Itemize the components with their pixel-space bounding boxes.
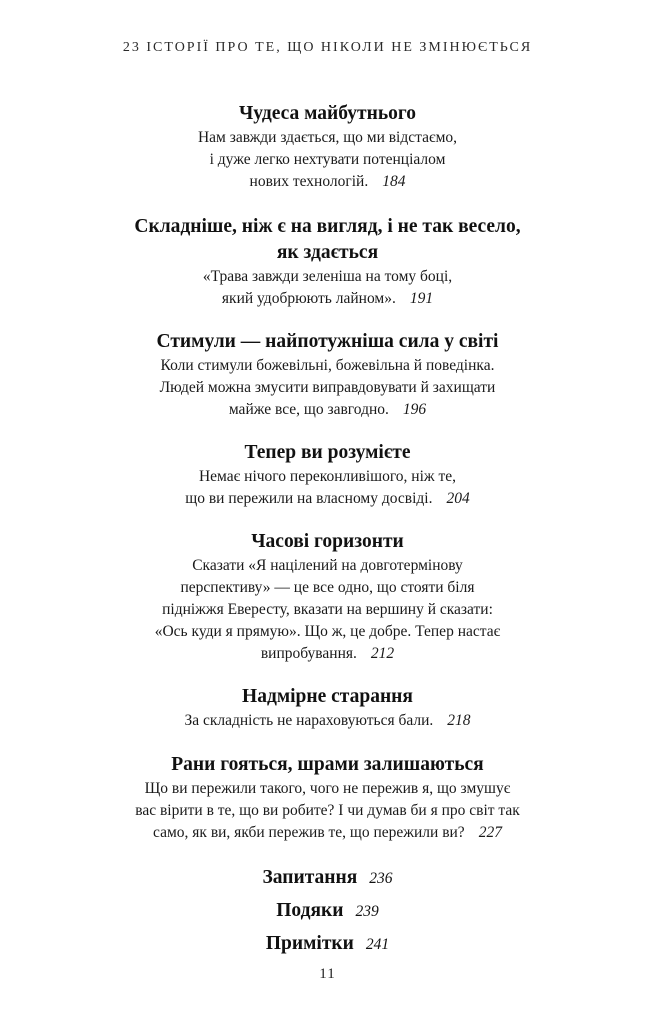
description-line: вас вірити в те, що ви робите? І чи думав би я про світ так [135, 802, 520, 819]
toc-entry-title [108, 101, 548, 127]
description-text: нових технологій. [249, 173, 369, 190]
toc-entry [0, 440, 655, 510]
toc-entry [0, 101, 655, 193]
toc-entry [0, 329, 655, 421]
description-line: «Трава завжди зеленіша на тому боці, [202, 268, 453, 285]
back-matter-entry [0, 928, 655, 961]
description-text: який удобрюють лайном». [221, 290, 396, 307]
description-line: Нам завжди здається, що ми відстаємо, [197, 129, 458, 146]
running-head: 23 ІСТОРІЇ ПРО ТЕ, ЩО НІКОЛИ НЕ ЗМІНЮЄТЬСЯ [122, 40, 533, 55]
page-number: 227 [478, 824, 502, 841]
toc-entry-description [0, 466, 655, 510]
toc-entry-title [0, 329, 655, 355]
toc-entry-description [0, 778, 655, 844]
page-number: 184 [382, 173, 406, 190]
title-line: Надмірне старання [242, 686, 413, 707]
table-of-contents [0, 101, 655, 961]
description-line: Людей можна змусити виправдовувати й захищати [159, 379, 496, 396]
back-matter-entry [0, 895, 655, 928]
toc-entry-description [0, 555, 655, 665]
description-line-last [0, 710, 655, 732]
description-line: підніжжя Евересту, вказати на вершину й сказати: [162, 601, 493, 618]
description-line: Що ви пережили такого, чого не пережив я, що змушує [144, 780, 511, 797]
description-line: Сказати «Я націлений на довготермінову [192, 557, 463, 574]
toc-entry-title [108, 684, 548, 710]
title-line: Чудеса майбутнього [239, 103, 416, 124]
description-text: За складність не нараховуються бали. [184, 712, 434, 729]
back-matter-title: Запитання [262, 867, 358, 888]
description-line: перспективу» — це все одно, що стояти біля [180, 579, 475, 596]
page-number: 241 [365, 936, 390, 953]
title-line: Тепер ви розумієте [244, 442, 411, 463]
description-line-last [0, 488, 655, 510]
description-line-last [0, 399, 655, 421]
description-text: майже все, що завгодно. [228, 401, 389, 418]
back-matter-entry [0, 862, 655, 895]
toc-entry-description [0, 266, 655, 310]
description-line-last [0, 171, 655, 193]
folio-page-number: 11 [319, 966, 336, 982]
description-line: Коли стимули божевільні, божевільна й поведінка. [160, 357, 495, 374]
title-line: Часові горизонти [251, 531, 404, 552]
description-text: само, як ви, якби пережив те, що пережили ви? [153, 824, 465, 841]
description-text: що ви пережили на власному досвіді. [185, 490, 433, 507]
page-number: 204 [446, 490, 470, 507]
page-number: 218 [447, 712, 471, 729]
back-matter-title: Примітки [265, 933, 354, 954]
page-number: 212 [370, 645, 395, 662]
toc-entry-description [0, 710, 655, 732]
page-number: 239 [355, 903, 379, 920]
page-number: 191 [409, 290, 434, 307]
toc-entry-title [108, 529, 548, 555]
description-line-last [0, 822, 655, 844]
title-line: Складніше, ніж є на вигляд, і не так весело, [134, 216, 521, 237]
toc-entry-description [0, 355, 655, 421]
toc-entry [0, 214, 655, 310]
title-line: Стимули — найпотужніша сила у світі [156, 331, 499, 352]
toc-entry [0, 752, 655, 844]
description-line: «Ось куди я прямую». Що ж, це добре. Тепер настає [154, 623, 501, 640]
toc-entry-title [108, 752, 548, 778]
description-line: Немає нічого переконливішого, ніж те, [198, 468, 457, 485]
back-matter-title: Подяки [276, 900, 344, 921]
description-line-last [0, 288, 655, 310]
description-text: випробування. [260, 645, 357, 662]
toc-entry-description [0, 127, 655, 193]
page-number: 236 [369, 870, 393, 887]
toc-entry [0, 529, 655, 665]
title-line: як здається [276, 242, 379, 263]
toc-entry-title [108, 440, 548, 466]
toc-entry-title [108, 214, 548, 266]
toc-entry [0, 684, 655, 732]
page-number: 196 [402, 401, 427, 418]
description-line: і дуже легко нехтувати потенціалом [209, 151, 446, 168]
description-line-last [0, 643, 655, 665]
title-line: Рани гояться, шрами залишаються [171, 754, 484, 775]
